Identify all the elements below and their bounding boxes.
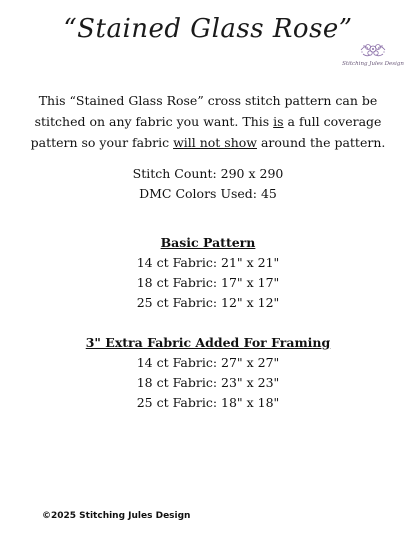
logo-text: Stitching Jules Design bbox=[342, 61, 404, 67]
fabric-size-row: 14 ct Fabric: 21" x 21" bbox=[136, 255, 280, 270]
fabric-size-row: 18 ct Fabric: 17" x 17" bbox=[136, 275, 280, 290]
intro-text-1: This “Stained Glass Rose” cross stitch pattern can be stitched on any fabric you want. This bbox=[34, 93, 378, 129]
copyright-footer: ©2025 Stitching Jules Design bbox=[42, 511, 191, 521]
dmc-colors-used: DMC Colors Used: 45 bbox=[139, 186, 277, 201]
page-title: “Stained Glass Rose” bbox=[63, 14, 353, 44]
intro-underlined-is: is bbox=[273, 114, 284, 129]
intro-text-3: around the pattern. bbox=[257, 135, 386, 150]
brand-logo bbox=[341, 40, 405, 74]
basic-pattern-section bbox=[0, 233, 416, 313]
intro-underlined-will-not-show: will not show bbox=[173, 135, 257, 150]
intro-text-2: a full coverage pattern so your fabric bbox=[30, 114, 382, 150]
fabric-size-row: 25 ct Fabric: 18" x 18" bbox=[136, 395, 280, 410]
basic-pattern-heading: Basic Pattern bbox=[160, 235, 256, 250]
fabric-size-row: 18 ct Fabric: 23" x 23" bbox=[136, 375, 280, 390]
pattern-stats bbox=[0, 164, 416, 204]
fabric-size-row: 25 ct Fabric: 12" x 12" bbox=[136, 295, 280, 310]
extra-fabric-section bbox=[0, 333, 416, 413]
extra-fabric-heading: 3" Extra Fabric Added For Framing bbox=[85, 335, 331, 350]
intro-paragraph bbox=[30, 90, 386, 153]
stitch-count: Stitch Count: 290 x 290 bbox=[132, 166, 284, 181]
flower-icon bbox=[358, 40, 388, 60]
fabric-size-row: 14 ct Fabric: 27" x 27" bbox=[136, 355, 280, 370]
